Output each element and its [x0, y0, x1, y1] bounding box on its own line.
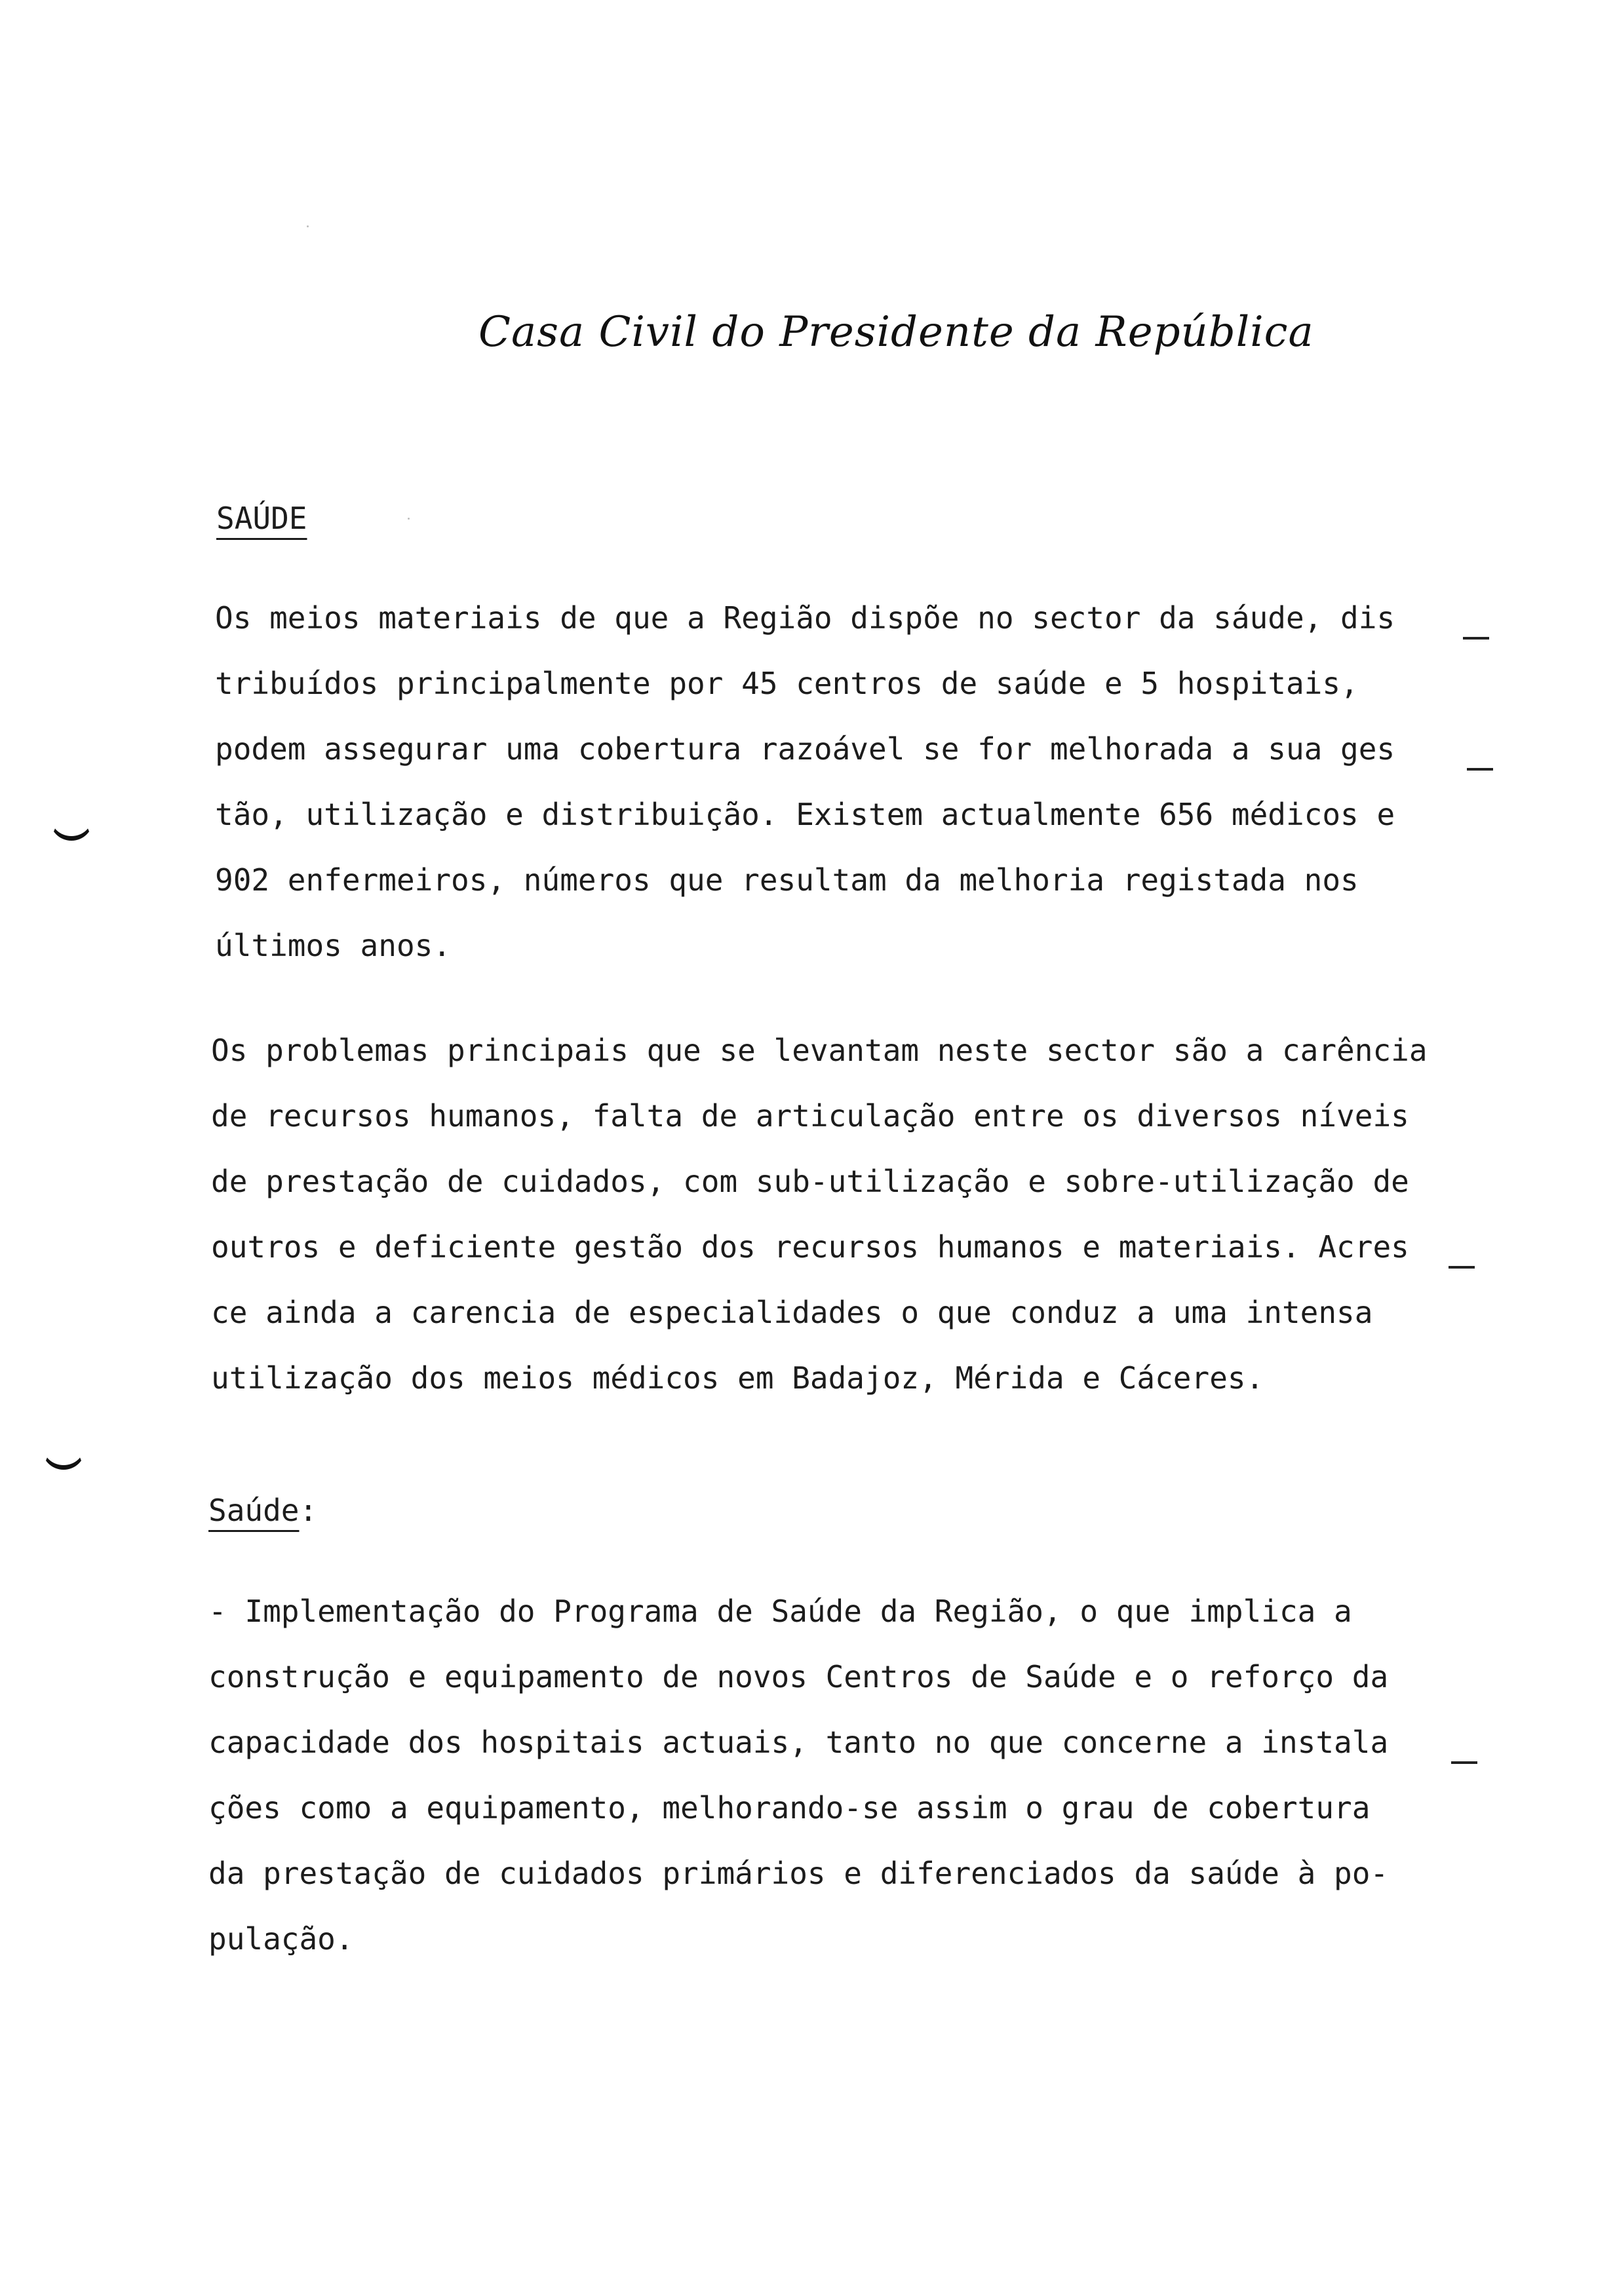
page-speck [307, 225, 309, 227]
paragraph-line: utilização dos meios médicos em Badajoz, Mérida e Cáceres. [211, 1360, 1264, 1396]
hyphenation-mark [1463, 637, 1489, 640]
margin-mark [42, 1443, 85, 1470]
hyphenation-mark [1449, 1266, 1475, 1269]
hyphenation-mark [1467, 768, 1493, 771]
paragraph-line: - Implementação do Programa de Saúde da Região, o que implica a [208, 1594, 1352, 1629]
paragraph-line: tão, utilização e distribuição. Existem actualmente 656 médicos e [215, 797, 1395, 832]
paragraph-line: ce ainda a carencia de especialidades o que conduz a uma intensa [211, 1295, 1373, 1330]
subsection-heading [208, 1493, 318, 1528]
paragraph-line: capacidade dos hospitais actuais, tanto no que concerne a instala [208, 1725, 1389, 1760]
paragraph-line: de prestação de cuidados, com sub-utilização e sobre-utilização de [211, 1164, 1409, 1199]
margin-mark [50, 814, 93, 841]
paragraph-line: de recursos humanos, falta de articulação entre os diversos níveis [211, 1098, 1409, 1134]
paragraph-line: Os problemas principais que se levantam neste sector são a carência [211, 1033, 1428, 1068]
page-speck [408, 518, 410, 520]
paragraph-line: últimos anos. [215, 928, 452, 963]
paragraph-line: da prestação de cuidados primários e diferenciados da saúde à po- [208, 1856, 1389, 1891]
paragraph-line: ções como a equipamento, melhorando-se assim o grau de cobertura [208, 1790, 1371, 1826]
paragraph-line: pulação. [208, 1921, 354, 1957]
paragraph-line: Os meios materiais de que a Região dispõe no sector da sáude, dis [215, 600, 1395, 636]
paragraph-line: podem assegurar uma cobertura razoável se for melhorada a sua ges [215, 731, 1395, 767]
subsection-heading-text: Saúde [208, 1493, 300, 1528]
paragraph-line: construção e equipamento de novos Centros de Saúde e o reforço da [208, 1659, 1389, 1694]
paragraph-line: 902 enfermeiros, números que resultam da melhoria registada nos [215, 862, 1359, 898]
subsection-heading-colon: : [299, 1493, 318, 1528]
section-heading: SAÚDE [216, 501, 307, 536]
hyphenation-mark [1451, 1761, 1477, 1764]
letterhead: Casa Civil do Presidente da República [478, 308, 1314, 356]
paragraph-line: tribuídos principalmente por 45 centros de saúde e 5 hospitais, [215, 666, 1359, 701]
paragraph-line: outros e deficiente gestão dos recursos humanos e materiais. Acres [211, 1229, 1409, 1265]
